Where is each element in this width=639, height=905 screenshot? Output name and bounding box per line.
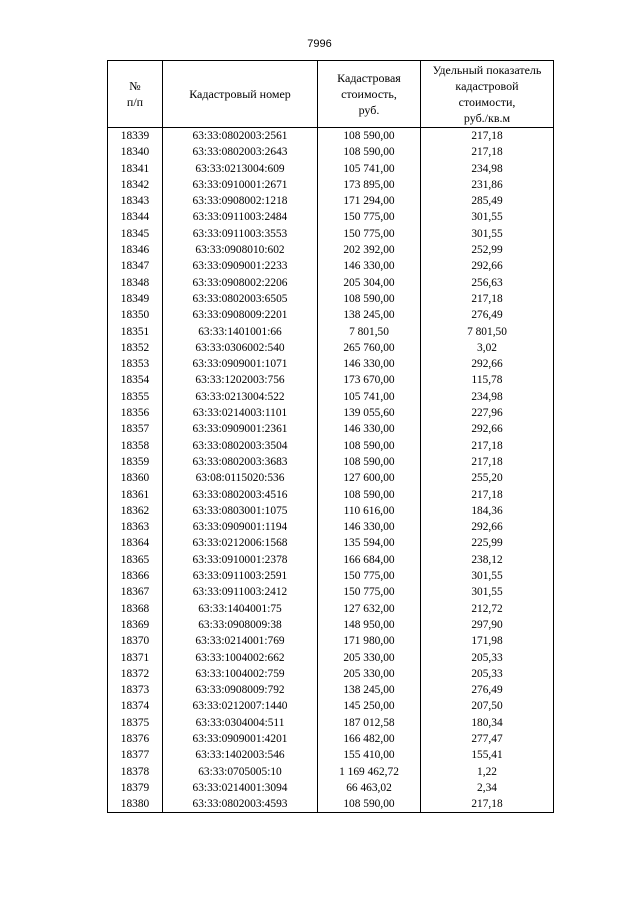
cadastral-value-cell: 108 590,00 [318, 291, 421, 307]
row-number-cell: 18359 [108, 454, 163, 470]
cadastral-number-cell: 63:33:0909001:2233 [163, 258, 318, 274]
specific-value-cell: 276,49 [421, 682, 554, 698]
table-row [108, 650, 554, 666]
cadastral-value-cell: 150 775,00 [318, 226, 421, 242]
row-number-cell: 18377 [108, 747, 163, 763]
row-number-cell: 18366 [108, 568, 163, 584]
cadastral-number-cell: 63:33:0802003:6505 [163, 291, 318, 307]
table-row [108, 698, 554, 714]
row-number-cell: 18363 [108, 519, 163, 535]
table-row [108, 633, 554, 649]
specific-value-cell: 301,55 [421, 584, 554, 600]
table-row [108, 438, 554, 454]
table-row [108, 340, 554, 356]
cadastral-number-cell: 63:08:0115020:536 [163, 470, 318, 486]
row-number-cell: 18364 [108, 535, 163, 551]
row-number-cell: 18371 [108, 650, 163, 666]
row-number-cell: 18379 [108, 780, 163, 796]
cadastral-value-cell: 146 330,00 [318, 421, 421, 437]
specific-value-cell: 255,20 [421, 470, 554, 486]
cadastral-number-cell: 63:33:0212007:1440 [163, 698, 318, 714]
specific-value-cell: 115,78 [421, 372, 554, 388]
cadastral-number-cell: 63:33:0212006:1568 [163, 535, 318, 551]
cadastral-number-cell: 63:33:0802003:2561 [163, 128, 318, 145]
cadastral-value-cell: 138 245,00 [318, 682, 421, 698]
table-row [108, 389, 554, 405]
cadastral-value-cell: 108 590,00 [318, 438, 421, 454]
row-number-cell: 18355 [108, 389, 163, 405]
table-row [108, 307, 554, 323]
specific-value-cell: 297,90 [421, 617, 554, 633]
table-row [108, 324, 554, 340]
table-row [108, 552, 554, 568]
cadastral-number-cell: 63:33:0213004:609 [163, 161, 318, 177]
table-row [108, 584, 554, 600]
row-number-cell: 18361 [108, 487, 163, 503]
table-row [108, 242, 554, 258]
row-number-cell: 18378 [108, 764, 163, 780]
cadastral-number-cell: 63:33:0909001:1071 [163, 356, 318, 372]
cadastral-value-cell: 105 741,00 [318, 161, 421, 177]
table-row [108, 487, 554, 503]
row-number-cell: 18373 [108, 682, 163, 698]
cadastral-number-cell: 63:33:1402003:546 [163, 747, 318, 763]
cadastral-number-cell: 63:33:0803001:1075 [163, 503, 318, 519]
row-number-cell: 18348 [108, 275, 163, 291]
cadastral-number-cell: 63:33:0908009:38 [163, 617, 318, 633]
specific-value-cell: 256,63 [421, 275, 554, 291]
row-number-cell: 18347 [108, 258, 163, 274]
cadastral-value-cell: 127 600,00 [318, 470, 421, 486]
cadastral-number-cell: 63:33:0802003:4516 [163, 487, 318, 503]
cadastral-value-cell: 150 775,00 [318, 584, 421, 600]
specific-value-cell: 207,50 [421, 698, 554, 714]
table-row [108, 226, 554, 242]
cadastral-value-cell: 108 590,00 [318, 487, 421, 503]
header-cadastral-number: Кадастровый номер [163, 61, 318, 128]
specific-value-cell: 292,66 [421, 356, 554, 372]
cadastral-number-cell: 63:33:0802003:3504 [163, 438, 318, 454]
row-number-cell: 18350 [108, 307, 163, 323]
cadastral-value-table [107, 60, 554, 813]
table-row [108, 796, 554, 813]
table-row [108, 747, 554, 763]
table-row [108, 177, 554, 193]
table-row [108, 258, 554, 274]
cadastral-value-cell: 108 590,00 [318, 454, 421, 470]
specific-value-cell: 205,33 [421, 666, 554, 682]
table-row [108, 780, 554, 796]
cadastral-value-cell: 202 392,00 [318, 242, 421, 258]
row-number-cell: 18365 [108, 552, 163, 568]
cadastral-value-cell: 105 741,00 [318, 389, 421, 405]
specific-value-cell: 301,55 [421, 209, 554, 225]
table-row [108, 405, 554, 421]
specific-value-cell: 234,98 [421, 389, 554, 405]
table-row [108, 144, 554, 160]
cadastral-number-cell: 63:33:0908002:2206 [163, 275, 318, 291]
specific-value-cell: 212,72 [421, 601, 554, 617]
table-row [108, 128, 554, 145]
row-number-cell: 18360 [108, 470, 163, 486]
table-row [108, 731, 554, 747]
cadastral-number-cell: 63:33:0910001:2378 [163, 552, 318, 568]
specific-value-cell: 292,66 [421, 519, 554, 535]
row-number-cell: 18344 [108, 209, 163, 225]
row-number-cell: 18346 [108, 242, 163, 258]
header-row-number: № п/п [108, 61, 163, 128]
cadastral-value-cell: 205 304,00 [318, 275, 421, 291]
cadastral-number-cell: 63:33:0911003:2484 [163, 209, 318, 225]
cadastral-number-cell: 63:33:1202003:756 [163, 372, 318, 388]
table-row [108, 291, 554, 307]
specific-value-cell: 301,55 [421, 226, 554, 242]
cadastral-value-cell: 265 760,00 [318, 340, 421, 356]
cadastral-value-cell: 187 012,58 [318, 715, 421, 731]
row-number-cell: 18372 [108, 666, 163, 682]
row-number-cell: 18357 [108, 421, 163, 437]
cadastral-value-cell: 205 330,00 [318, 650, 421, 666]
cadastral-value-cell: 139 055,60 [318, 405, 421, 421]
specific-value-cell: 238,12 [421, 552, 554, 568]
table-row [108, 682, 554, 698]
header-cadastral-value: Кадастровая стоимость, руб. [318, 61, 421, 128]
table-row [108, 372, 554, 388]
cadastral-value-cell: 148 950,00 [318, 617, 421, 633]
specific-value-cell: 231,86 [421, 177, 554, 193]
cadastral-value-cell: 145 250,00 [318, 698, 421, 714]
table-row [108, 454, 554, 470]
table-row [108, 161, 554, 177]
cadastral-value-cell: 166 684,00 [318, 552, 421, 568]
cadastral-value-cell: 173 895,00 [318, 177, 421, 193]
row-number-cell: 18369 [108, 617, 163, 633]
specific-value-cell: 217,18 [421, 487, 554, 503]
specific-value-cell: 205,33 [421, 650, 554, 666]
specific-value-cell: 217,18 [421, 796, 554, 813]
table-row [108, 715, 554, 731]
row-number-cell: 18358 [108, 438, 163, 454]
specific-value-cell: 234,98 [421, 161, 554, 177]
cadastral-number-cell: 63:33:1004002:662 [163, 650, 318, 666]
row-number-cell: 18339 [108, 128, 163, 145]
row-number-cell: 18354 [108, 372, 163, 388]
row-number-cell: 18340 [108, 144, 163, 160]
specific-value-cell: 277,47 [421, 731, 554, 747]
table-row [108, 764, 554, 780]
row-number-cell: 18380 [108, 796, 163, 813]
cadastral-number-cell: 63:33:0908009:2201 [163, 307, 318, 323]
row-number-cell: 18376 [108, 731, 163, 747]
specific-value-cell: 217,18 [421, 291, 554, 307]
table-row [108, 275, 554, 291]
table-row [108, 568, 554, 584]
row-number-cell: 18342 [108, 177, 163, 193]
row-number-cell: 18349 [108, 291, 163, 307]
cadastral-number-cell: 63:33:0802003:3683 [163, 454, 318, 470]
specific-value-cell: 3,02 [421, 340, 554, 356]
page-number: 7996 [307, 38, 332, 50]
cadastral-number-cell: 63:33:0911003:2591 [163, 568, 318, 584]
table-header [108, 61, 554, 128]
cadastral-number-cell: 63:33:0909001:4201 [163, 731, 318, 747]
table-row [108, 666, 554, 682]
specific-value-cell: 301,55 [421, 568, 554, 584]
row-number-cell: 18345 [108, 226, 163, 242]
table-row [108, 470, 554, 486]
row-number-cell: 18370 [108, 633, 163, 649]
row-number-cell: 18374 [108, 698, 163, 714]
table-row [108, 209, 554, 225]
cadastral-value-cell: 150 775,00 [318, 209, 421, 225]
specific-value-cell: 217,18 [421, 438, 554, 454]
specific-value-cell: 184,36 [421, 503, 554, 519]
specific-value-cell: 2,34 [421, 780, 554, 796]
specific-value-cell: 7 801,50 [421, 324, 554, 340]
cadastral-number-cell: 63:33:0910001:2671 [163, 177, 318, 193]
specific-value-cell: 180,34 [421, 715, 554, 731]
table-row [108, 601, 554, 617]
cadastral-number-cell: 63:33:0705005:10 [163, 764, 318, 780]
cadastral-value-cell: 166 482,00 [318, 731, 421, 747]
row-number-cell: 18356 [108, 405, 163, 421]
cadastral-number-cell: 63:33:0306002:540 [163, 340, 318, 356]
cadastral-number-cell: 63:33:0908009:792 [163, 682, 318, 698]
cadastral-number-cell: 63:33:1401001:66 [163, 324, 318, 340]
cadastral-value-cell: 138 245,00 [318, 307, 421, 323]
cadastral-value-cell: 171 294,00 [318, 193, 421, 209]
cadastral-value-cell: 173 670,00 [318, 372, 421, 388]
cadastral-number-cell: 63:33:0909001:1194 [163, 519, 318, 535]
header-specific-value: Удельный показатель кадастровой стоимости, руб./кв.м [421, 61, 554, 128]
table-row [108, 617, 554, 633]
specific-value-cell: 1,22 [421, 764, 554, 780]
header-row [108, 61, 554, 128]
cadastral-number-cell: 63:33:0214003:1101 [163, 405, 318, 421]
cadastral-number-cell: 63:33:0214001:769 [163, 633, 318, 649]
specific-value-cell: 292,66 [421, 258, 554, 274]
cadastral-value-cell: 150 775,00 [318, 568, 421, 584]
cadastral-value-cell: 146 330,00 [318, 258, 421, 274]
specific-value-cell: 155,41 [421, 747, 554, 763]
cadastral-number-cell: 63:33:0213004:522 [163, 389, 318, 405]
cadastral-number-cell: 63:33:1404001:75 [163, 601, 318, 617]
row-number-cell: 18368 [108, 601, 163, 617]
table-body [108, 128, 554, 813]
cadastral-value-cell: 146 330,00 [318, 356, 421, 372]
cadastral-number-cell: 63:33:0908002:1218 [163, 193, 318, 209]
cadastral-number-cell: 63:33:0909001:2361 [163, 421, 318, 437]
specific-value-cell: 217,18 [421, 454, 554, 470]
cadastral-value-cell: 171 980,00 [318, 633, 421, 649]
table-row [108, 535, 554, 551]
specific-value-cell: 217,18 [421, 128, 554, 145]
cadastral-value-cell: 7 801,50 [318, 324, 421, 340]
cadastral-value-cell: 127 632,00 [318, 601, 421, 617]
cadastral-number-cell: 63:33:0908010:602 [163, 242, 318, 258]
specific-value-cell: 217,18 [421, 144, 554, 160]
cadastral-value-cell: 155 410,00 [318, 747, 421, 763]
cadastral-value-cell: 205 330,00 [318, 666, 421, 682]
cadastral-number-cell: 63:33:0802003:4593 [163, 796, 318, 813]
cadastral-value-cell: 146 330,00 [318, 519, 421, 535]
specific-value-cell: 292,66 [421, 421, 554, 437]
specific-value-cell: 227,96 [421, 405, 554, 421]
row-number-cell: 18343 [108, 193, 163, 209]
row-number-cell: 18353 [108, 356, 163, 372]
cadastral-value-cell: 135 594,00 [318, 535, 421, 551]
cadastral-number-cell: 63:33:0911003:2412 [163, 584, 318, 600]
cadastral-value-cell: 66 463,02 [318, 780, 421, 796]
cadastral-number-cell: 63:33:0214001:3094 [163, 780, 318, 796]
cadastral-number-cell: 63:33:0802003:2643 [163, 144, 318, 160]
row-number-cell: 18375 [108, 715, 163, 731]
specific-value-cell: 171,98 [421, 633, 554, 649]
specific-value-cell: 285,49 [421, 193, 554, 209]
cadastral-value-cell: 1 169 462,72 [318, 764, 421, 780]
table-row [108, 503, 554, 519]
row-number-cell: 18352 [108, 340, 163, 356]
row-number-cell: 18351 [108, 324, 163, 340]
table-row [108, 193, 554, 209]
table-row [108, 421, 554, 437]
cadastral-value-cell: 108 590,00 [318, 128, 421, 145]
specific-value-cell: 252,99 [421, 242, 554, 258]
row-number-cell: 18341 [108, 161, 163, 177]
cadastral-value-cell: 110 616,00 [318, 503, 421, 519]
cadastral-value-cell: 108 590,00 [318, 144, 421, 160]
specific-value-cell: 276,49 [421, 307, 554, 323]
table-row [108, 519, 554, 535]
cadastral-value-cell: 108 590,00 [318, 796, 421, 813]
specific-value-cell: 225,99 [421, 535, 554, 551]
table-row [108, 356, 554, 372]
cadastral-number-cell: 63:33:1004002:759 [163, 666, 318, 682]
row-number-cell: 18362 [108, 503, 163, 519]
cadastral-number-cell: 63:33:0911003:3553 [163, 226, 318, 242]
row-number-cell: 18367 [108, 584, 163, 600]
cadastral-number-cell: 63:33:0304004:511 [163, 715, 318, 731]
